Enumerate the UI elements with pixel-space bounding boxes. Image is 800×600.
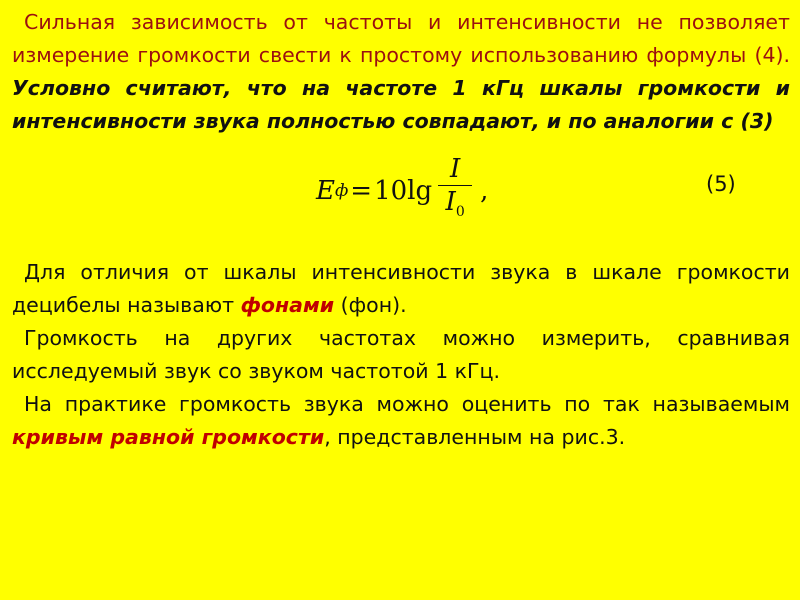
formula-lhs-subscript: ф (334, 180, 349, 201)
paragraph-curves (12, 388, 790, 454)
equation-number: (5) (706, 172, 736, 196)
formula-denominator-symbol: I (445, 187, 456, 217)
formula (316, 154, 488, 227)
formula-denominator (446, 187, 465, 227)
phons-highlight: фонами (240, 293, 335, 317)
paragraph-intro (12, 6, 790, 138)
formula-coefficient: 10lg (374, 175, 433, 206)
paragraph-phons (12, 256, 790, 322)
formula-fraction (438, 154, 472, 227)
formula-numerator: I (450, 154, 461, 184)
curves-text-before: На практике громкость звука можно оценить по так называемым (24, 392, 790, 416)
formula-comma: , (480, 175, 489, 206)
formula-lhs: E (316, 175, 335, 206)
intro-emphasis-text: Условно считают, что на частоте 1 кГц шкалы громкости и интенсивности звука полностью совпадают, и по аналогии с (3) (12, 76, 790, 133)
paragraph-other-frequencies (12, 322, 790, 388)
formula-row (12, 138, 790, 256)
curves-highlight: кривым равной громкости (12, 425, 325, 449)
curves-text-after: , представленным на рис.3. (324, 425, 626, 449)
formula-equals: = (350, 175, 373, 206)
formula-denominator-subscript: 0 (455, 204, 465, 220)
phons-text-before: Для отличия от шкалы интенсивности звука в шкале громкости децибелы называют (12, 260, 790, 317)
phons-text-after: (фон). (340, 293, 407, 317)
intro-normal-text: Сильная зависимость от частоты и интенсивности не позволяет измерение громкости свести к простому использованию формулы (4). (12, 10, 790, 67)
fraction-bar (438, 185, 472, 186)
other-frequencies-text: Громкость на других частотах можно измерить, сравнивая исследуемый звук со звуком частотой 1 кГц. (12, 326, 790, 383)
